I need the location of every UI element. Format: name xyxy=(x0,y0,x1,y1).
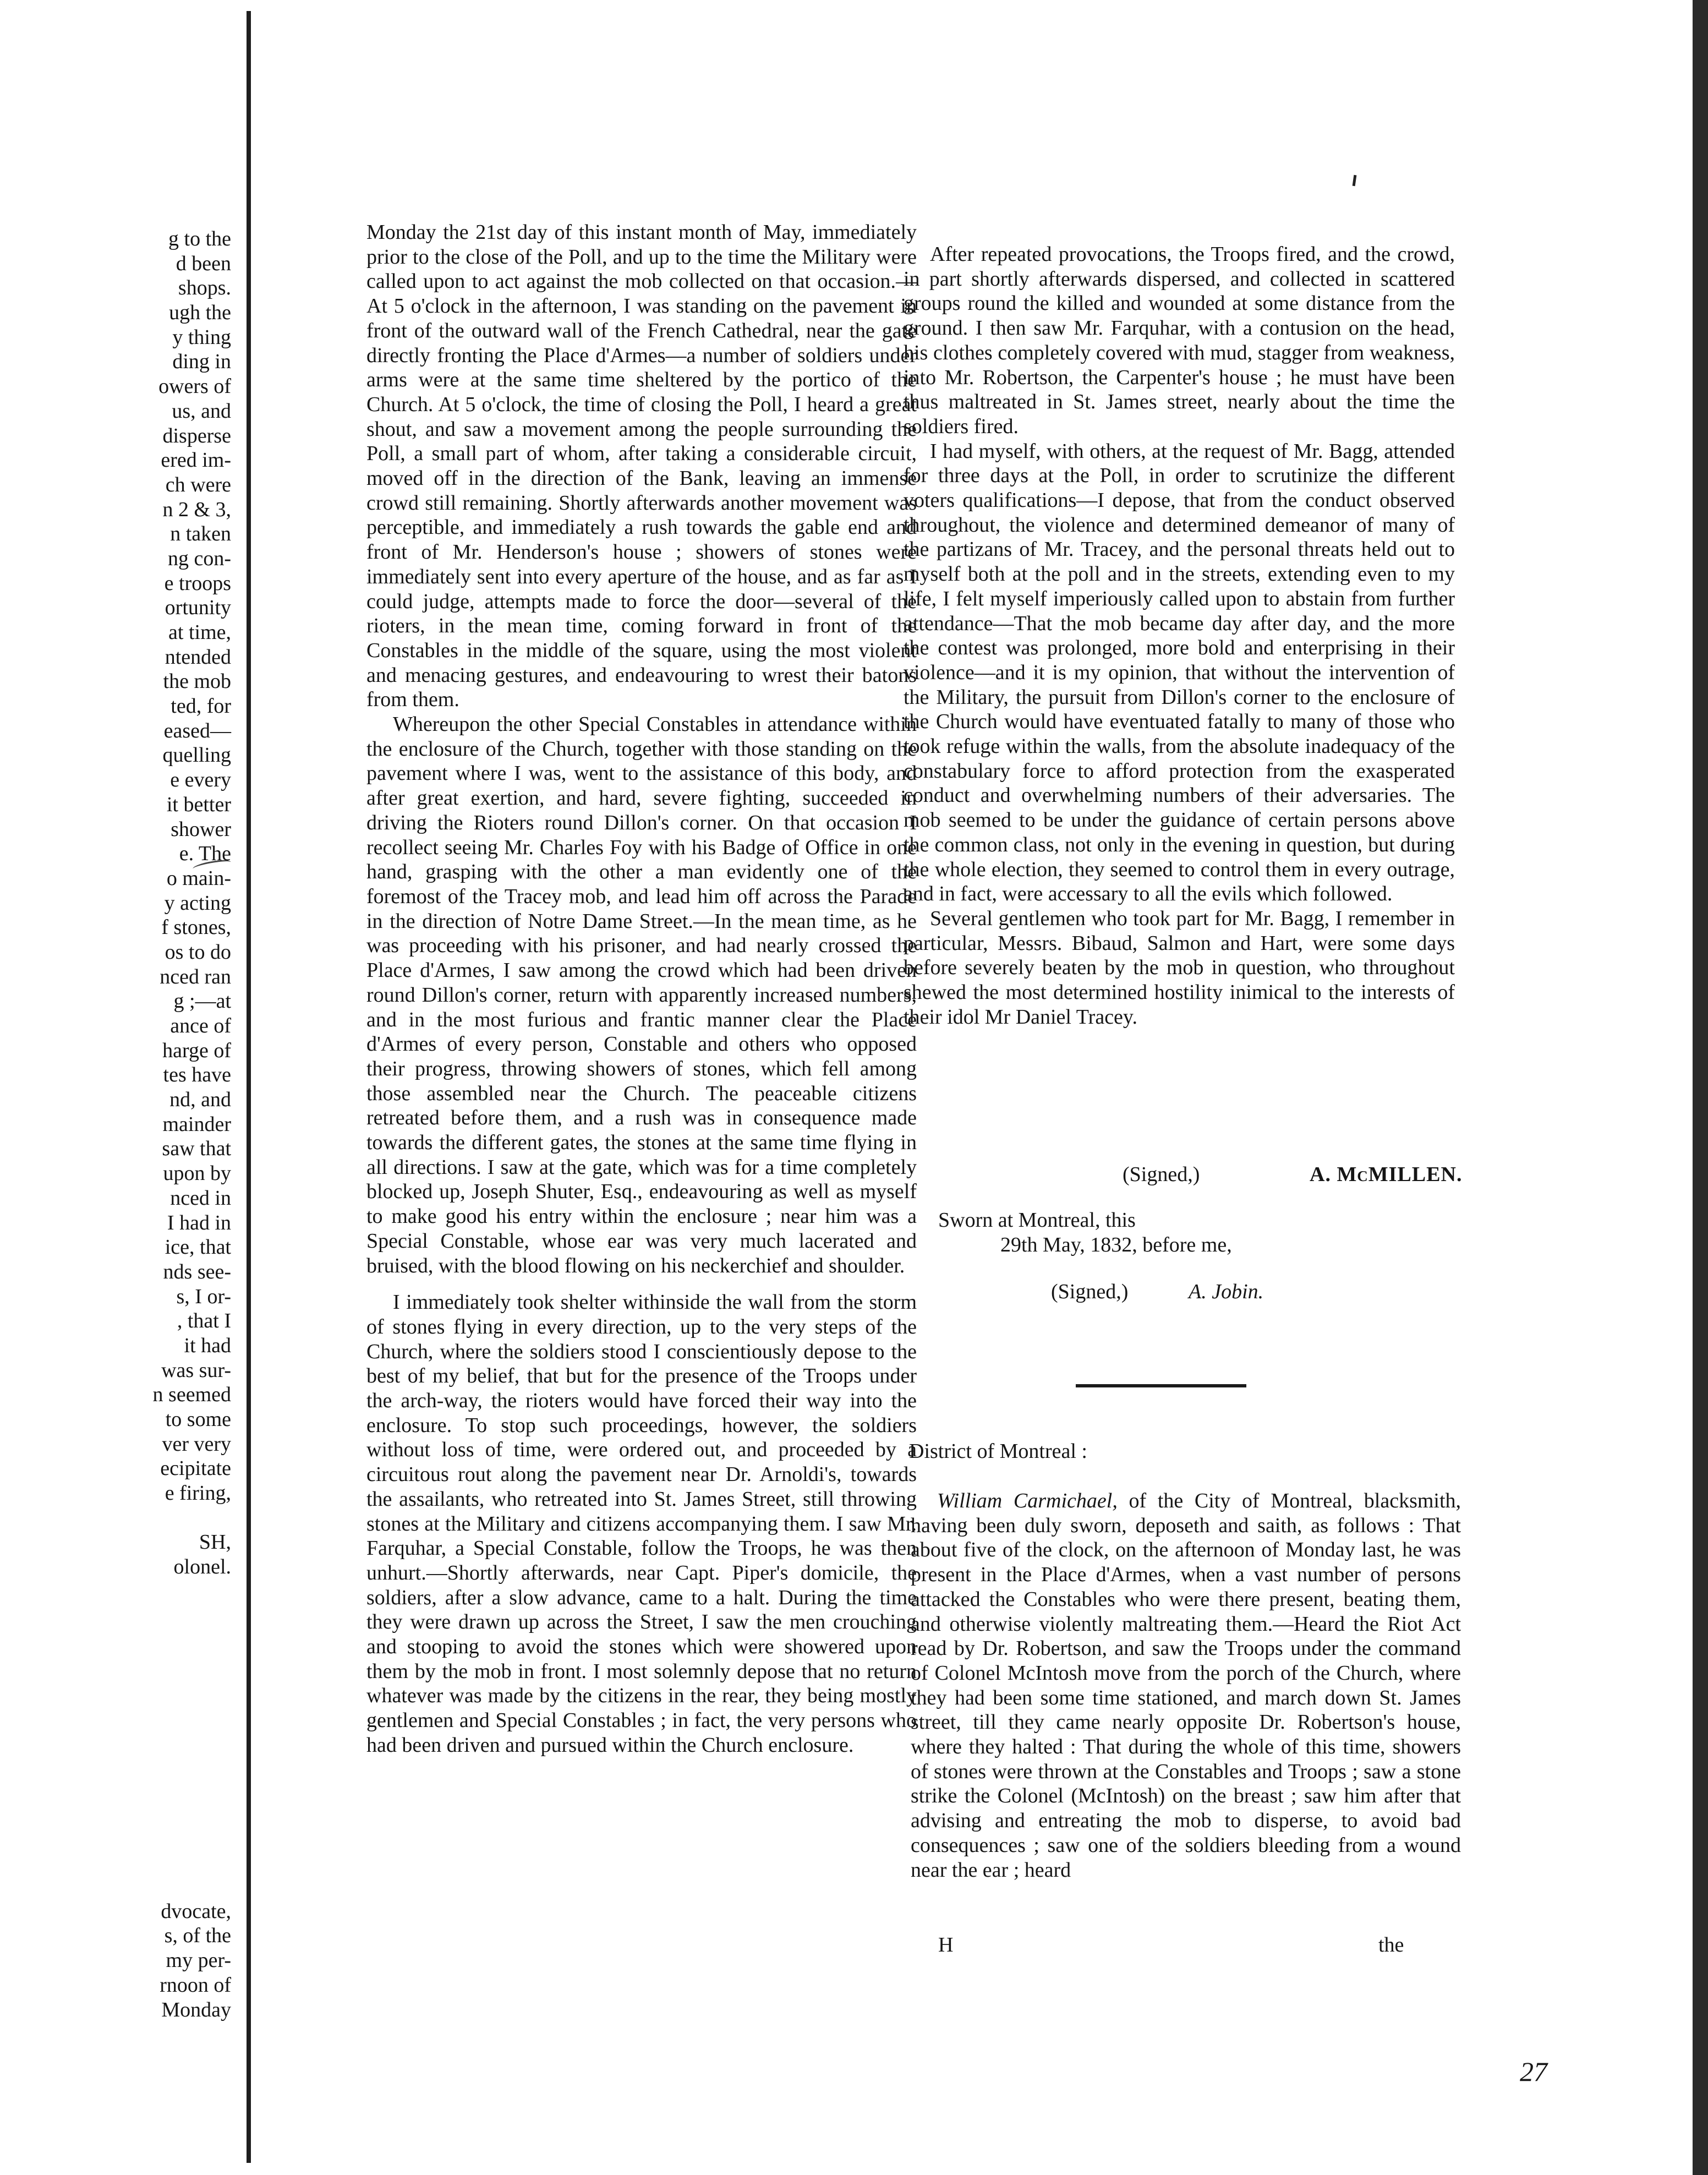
fragment-line xyxy=(0,1702,231,1727)
fragment-line: nced ran xyxy=(160,965,231,988)
fragment-line: ortunity xyxy=(165,596,231,620)
fragment-line: tes have xyxy=(163,1063,231,1087)
paragraph: Several gentlemen who took part for Mr. Bagg, I remember in particular, Messrs. Bibaud, Salmon and Hart, were some days before severely beaten by the mob in question, who throughout shewed the most determined hostility inimical to the interests of their idol Mr Daniel Tracey. xyxy=(904,906,1455,1029)
fragment-line: g to the xyxy=(168,227,231,250)
binding-gutter xyxy=(247,11,251,2163)
paragraph: I immediately took shelter withinside the wall from the storm of stones flying in every direction, up to the very steps of the Church, where the soldiers stood I conscientiously depose to the best of my belief, that but for the presence of the Troops under the arch-way, the rioters would have forced their way into the enclosure. To stop such proceedings, however, the soldiers without loss of time, were ordered out, and proceeded by a circuitous rout along the pavement near Dr. Arnoldi's, towards the assailants, who retreated into St. James Street, still throwing stones at the Military and citizens accompanying them. I saw Mr. Farquhar, a Special Constable, follow the Troops, he was then unhurt.—Shortly afterwards, near Capt. Piper's domicile, the soldiers, after a slow advance, came to a halt. During the time they were drawn up across the Street, I saw the men crouching and stooping to avoid the stones which were showered upon them by the mob in front. I most solemnly depose that no return whatever was made by the citizens in the rear, they being mostly gentlemen and Special Constables ; in fact, the very persons who had been driven and pursued within the Church enclosure. xyxy=(366,1291,917,1757)
column-b xyxy=(904,242,1455,1156)
fragment-line xyxy=(0,1580,231,1604)
fragment-line: n seemed xyxy=(152,1383,231,1407)
column-c xyxy=(911,1489,1461,1932)
page-edge-shadow xyxy=(1693,0,1708,2175)
fragment-line: dvocate, xyxy=(161,1899,231,1923)
fragment-line: it had xyxy=(184,1334,231,1357)
fragment-line: eased— xyxy=(163,719,231,742)
fragment-line: nd, and xyxy=(169,1088,231,1112)
sworn-date: 29th May, 1832, before me, xyxy=(1000,1233,1232,1256)
fragment-line: s, I or- xyxy=(176,1285,231,1308)
fragment-line: o main- xyxy=(166,866,231,890)
fragment-line xyxy=(0,1727,231,1752)
fragment-line: disperse xyxy=(162,424,231,447)
fragment-line: the mob xyxy=(163,670,231,693)
fragment-line: ecipitate xyxy=(160,1457,231,1480)
fragment-line: was sur- xyxy=(161,1358,231,1382)
signed-label: (Signed,) xyxy=(1123,1163,1200,1186)
fragment-line xyxy=(0,1752,231,1777)
fragment-line: ntended xyxy=(165,645,231,669)
fragment-line xyxy=(0,1850,231,1875)
fragment-line: shower xyxy=(171,817,231,841)
fragment-line: it better xyxy=(166,793,231,816)
fragment-line: os to do xyxy=(165,940,231,964)
left-page-fragment xyxy=(0,227,231,2021)
fragment-line: ding in xyxy=(172,350,231,374)
fragment-line: nds see- xyxy=(163,1260,231,1283)
fragment-line: nced in xyxy=(170,1186,231,1210)
deponent-name: William Carmichael, xyxy=(937,1489,1118,1512)
fragment-line: olonel. xyxy=(173,1555,231,1579)
fragment-line: ted, for xyxy=(171,695,231,718)
deposition-text: of the City of Montreal, blacksmith, having been duly sworn, deposeth and saith, as follows : That about five of the clock, on the afternoon of Monday last, he was present in the Place d'Armes, when a vast number of persons attacked the Constables who were there present, beating them, and otherwise violently maltreating them.—Heard the Riot Act read by Dr. Robertson, and saw the Troops under the command of Colonel McIntosh move from the porch of the Church, where they had been some time stationed, and march down St. James street, till they came nearly opposite Dr. Robertson's house, where they halted : That during the whole of this time, showers of stones were thrown at the Constables and Troops ; saw a stone strike the Colonel (McIntosh) on the breast ; saw him after that advising and entreating the mob to disperse, to avoid bad consequences ; saw one of the soldiers bleeding from a wound near the ear ; heard xyxy=(911,1489,1461,1882)
fragment-line xyxy=(0,1776,231,1801)
fragment-line: rnoon of xyxy=(160,1973,231,1997)
fragment-line: Monday xyxy=(161,1998,231,2021)
column-a xyxy=(366,220,917,1921)
fragment-line: shops. xyxy=(178,276,231,300)
section-heading: District of Montreal : xyxy=(909,1440,1087,1463)
witness-signed-label: (Signed,) xyxy=(1051,1280,1129,1303)
fragment-line: ice, that xyxy=(165,1236,231,1259)
fragment-line: y acting xyxy=(164,891,231,915)
page-number: 27 xyxy=(1520,2056,1547,2087)
paragraph xyxy=(911,1489,1461,1882)
fragment-line: e troops xyxy=(164,571,231,595)
fragment-line: , that I xyxy=(177,1309,231,1333)
fragment-line: s, of the xyxy=(164,1924,231,1948)
fragment-line: e. The xyxy=(179,842,231,866)
fragment-line: f stones, xyxy=(161,916,231,939)
ink-mark xyxy=(1353,175,1357,187)
fragment-line: ance of xyxy=(170,1014,231,1037)
fragment-line: n 2 & 3, xyxy=(162,498,231,521)
fragment-line: ered im- xyxy=(161,449,231,472)
fragment-line: g ;—at xyxy=(173,990,231,1013)
fragment-line: harge of xyxy=(162,1039,231,1062)
fragment-line: ch were xyxy=(165,473,231,496)
fragment-line xyxy=(0,1653,231,1678)
fragment-line xyxy=(0,1826,231,1850)
sworn-line: Sworn at Montreal, this xyxy=(938,1209,1136,1232)
fragment-line xyxy=(0,1628,231,1653)
witness-signature: A. Jobin. xyxy=(1189,1280,1264,1303)
fragment-line: n taken xyxy=(170,522,231,546)
paragraph: Whereupon the other Special Constables in attendance within the enclosure of the Church, together with those standing on the pavement where I was, went to the assistance of this body, and after great exertion, and hard, severe fighting, succeeded in driving the Rioters round Dillon's corner. On that occasion I recollect seeing Mr. Charles Foy with his Badge of Office in one hand, grasping with the other a man evidently one of the foremost of the Tracey mob, and lead him off across the Parade in the direction of Notre Dame Street.—In the mean time, as he was proceeding with his prisoner, and had nearly crossed the Place d'Armes, I saw among the crowd which had been driven round Dillon's corner, return with apparently increased numbers, and in the most furious and frantic manner clear the Place d'Armes of every person, Constable and others who opposed their progress, throwing showers of stones, which fell among those assembled near the Church. The peaceable citizens retreated before them, and a rush was in consequence made towards the different gates, the stones at the same time flying in all directions. I saw at the gate, which was for a time completely blocked up, Joseph Shuter, Esq., endeavouring as well as myself to make good his entry within the enclosure ; near him was a Special Constable, whose ear was very much lacerated and bruised, with the blood flowing on his neckerchief and shoulder. xyxy=(366,713,917,1277)
fragment-line: upon by xyxy=(163,1162,231,1185)
fragment-line: e firing, xyxy=(165,1482,231,1505)
fragment-line xyxy=(0,1678,231,1703)
paragraph: After repeated provocations, the Troops fired, and the crowd, in part shortly afterwards dispersed, and collected in scattered groups round the killed and wounded at some distance from the ground. I then saw Mr. Farquhar, with a contusion on the head, his clothes completely covered with mud, stagger from weakness, into Mr. Robertson, the Carpenter's house ; he must have been thus maltreated in St. James street, nearly about the time the soldiers fired. xyxy=(904,243,1455,438)
fragment-line: saw that xyxy=(162,1137,231,1161)
section-divider xyxy=(1076,1384,1246,1387)
fragment-line: owers of xyxy=(158,375,231,398)
fragment-line: us, and xyxy=(172,399,231,423)
signature-mark: H xyxy=(938,1933,954,1957)
fragment-line: ver very xyxy=(162,1432,231,1456)
catchword: the xyxy=(1378,1933,1404,1957)
fragment-line xyxy=(0,1875,231,1899)
fragment-line: I had in xyxy=(167,1211,231,1234)
fragment-line: d been xyxy=(176,252,231,275)
fragment-line: at time, xyxy=(168,621,231,644)
fragment-line: ng con- xyxy=(167,547,231,570)
fragment-line xyxy=(0,1604,231,1629)
fragment-line xyxy=(0,1506,231,1531)
paragraph: I had myself, with others, at the request of Mr. Bagg, attended for three days at the Poll, in order to scrutinize the different voters qualifications—I depose, that from the conduct observed throughout, the violence and determined demeanor of many of the partizans of Mr. Tracey, and the personal threats held out to myself both at the poll and in the streets, extending even to my life, I felt myself imperiously called upon to abstain from further attendance—That the mob became day after day, and the more the contest was prolonged, more bold and enterprising in their violence—and it is my opinion, that without the intervention of the Military, the pursuit from Dillon's corner to the enclosure of the Church would have eventuated fatally to many of those who took refuge within the walls, from the absolute inadequacy of the constabulary force to afford protection from the exasperated conduct and overwhelming numbers of their adversaries. The mob seemed to be under the guidance of certain persons above the common class, not only in the evening in question, but during the whole election, they seemed to control them in every outrage, and in fact, were accessary to all the evils which followed. xyxy=(904,439,1455,906)
fragment-line: mainder xyxy=(162,1112,231,1136)
deponent-signature: A. McMILLEN. xyxy=(1310,1163,1463,1186)
fragment-line: my per- xyxy=(166,1949,231,1972)
fragment-line xyxy=(0,1801,231,1826)
fragment-line: SH, xyxy=(199,1531,231,1554)
fragment-line: e every xyxy=(170,768,231,792)
fragment-line: quelling xyxy=(162,744,231,767)
fragment-line: ugh the xyxy=(169,301,231,325)
fragment-line: y thing xyxy=(172,325,231,349)
fragment-line: to some xyxy=(165,1408,231,1431)
paragraph: Monday the 21st day of this instant month of May, immediately prior to the close of the Poll, and up to the time the Military were called upon to act against the mob collected on that occasion.—At 5 o'clock in the afternoon, I was standing on the pavement in front of the outward wall of the French Cathedral, near the gate directly fronting the Place d'Armes—a number of soldiers under arms were at the same time sheltered by the portico of the Church. At 5 o'clock, the time of closing the Poll, I heard a great shout, and saw a movement among the people surrounding the Poll, a small part of whom, after taking a considerable circuit, moved off in the direction of the Bank, leaving an immense crowd still remaining. Shortly afterwards another movement was perceptible, and immediately a rush towards the gable end and front of Mr. Henderson's house ; showers of stones were immediately sent into every aperture of the house, and as far as I could judge, attempts made to force the door—several of the rioters, in the mean time, coming forward in front of the Constables in the middle of the square, using the most violent and menacing gestures, and endeavouring to wrest their batons from them. xyxy=(366,221,917,712)
